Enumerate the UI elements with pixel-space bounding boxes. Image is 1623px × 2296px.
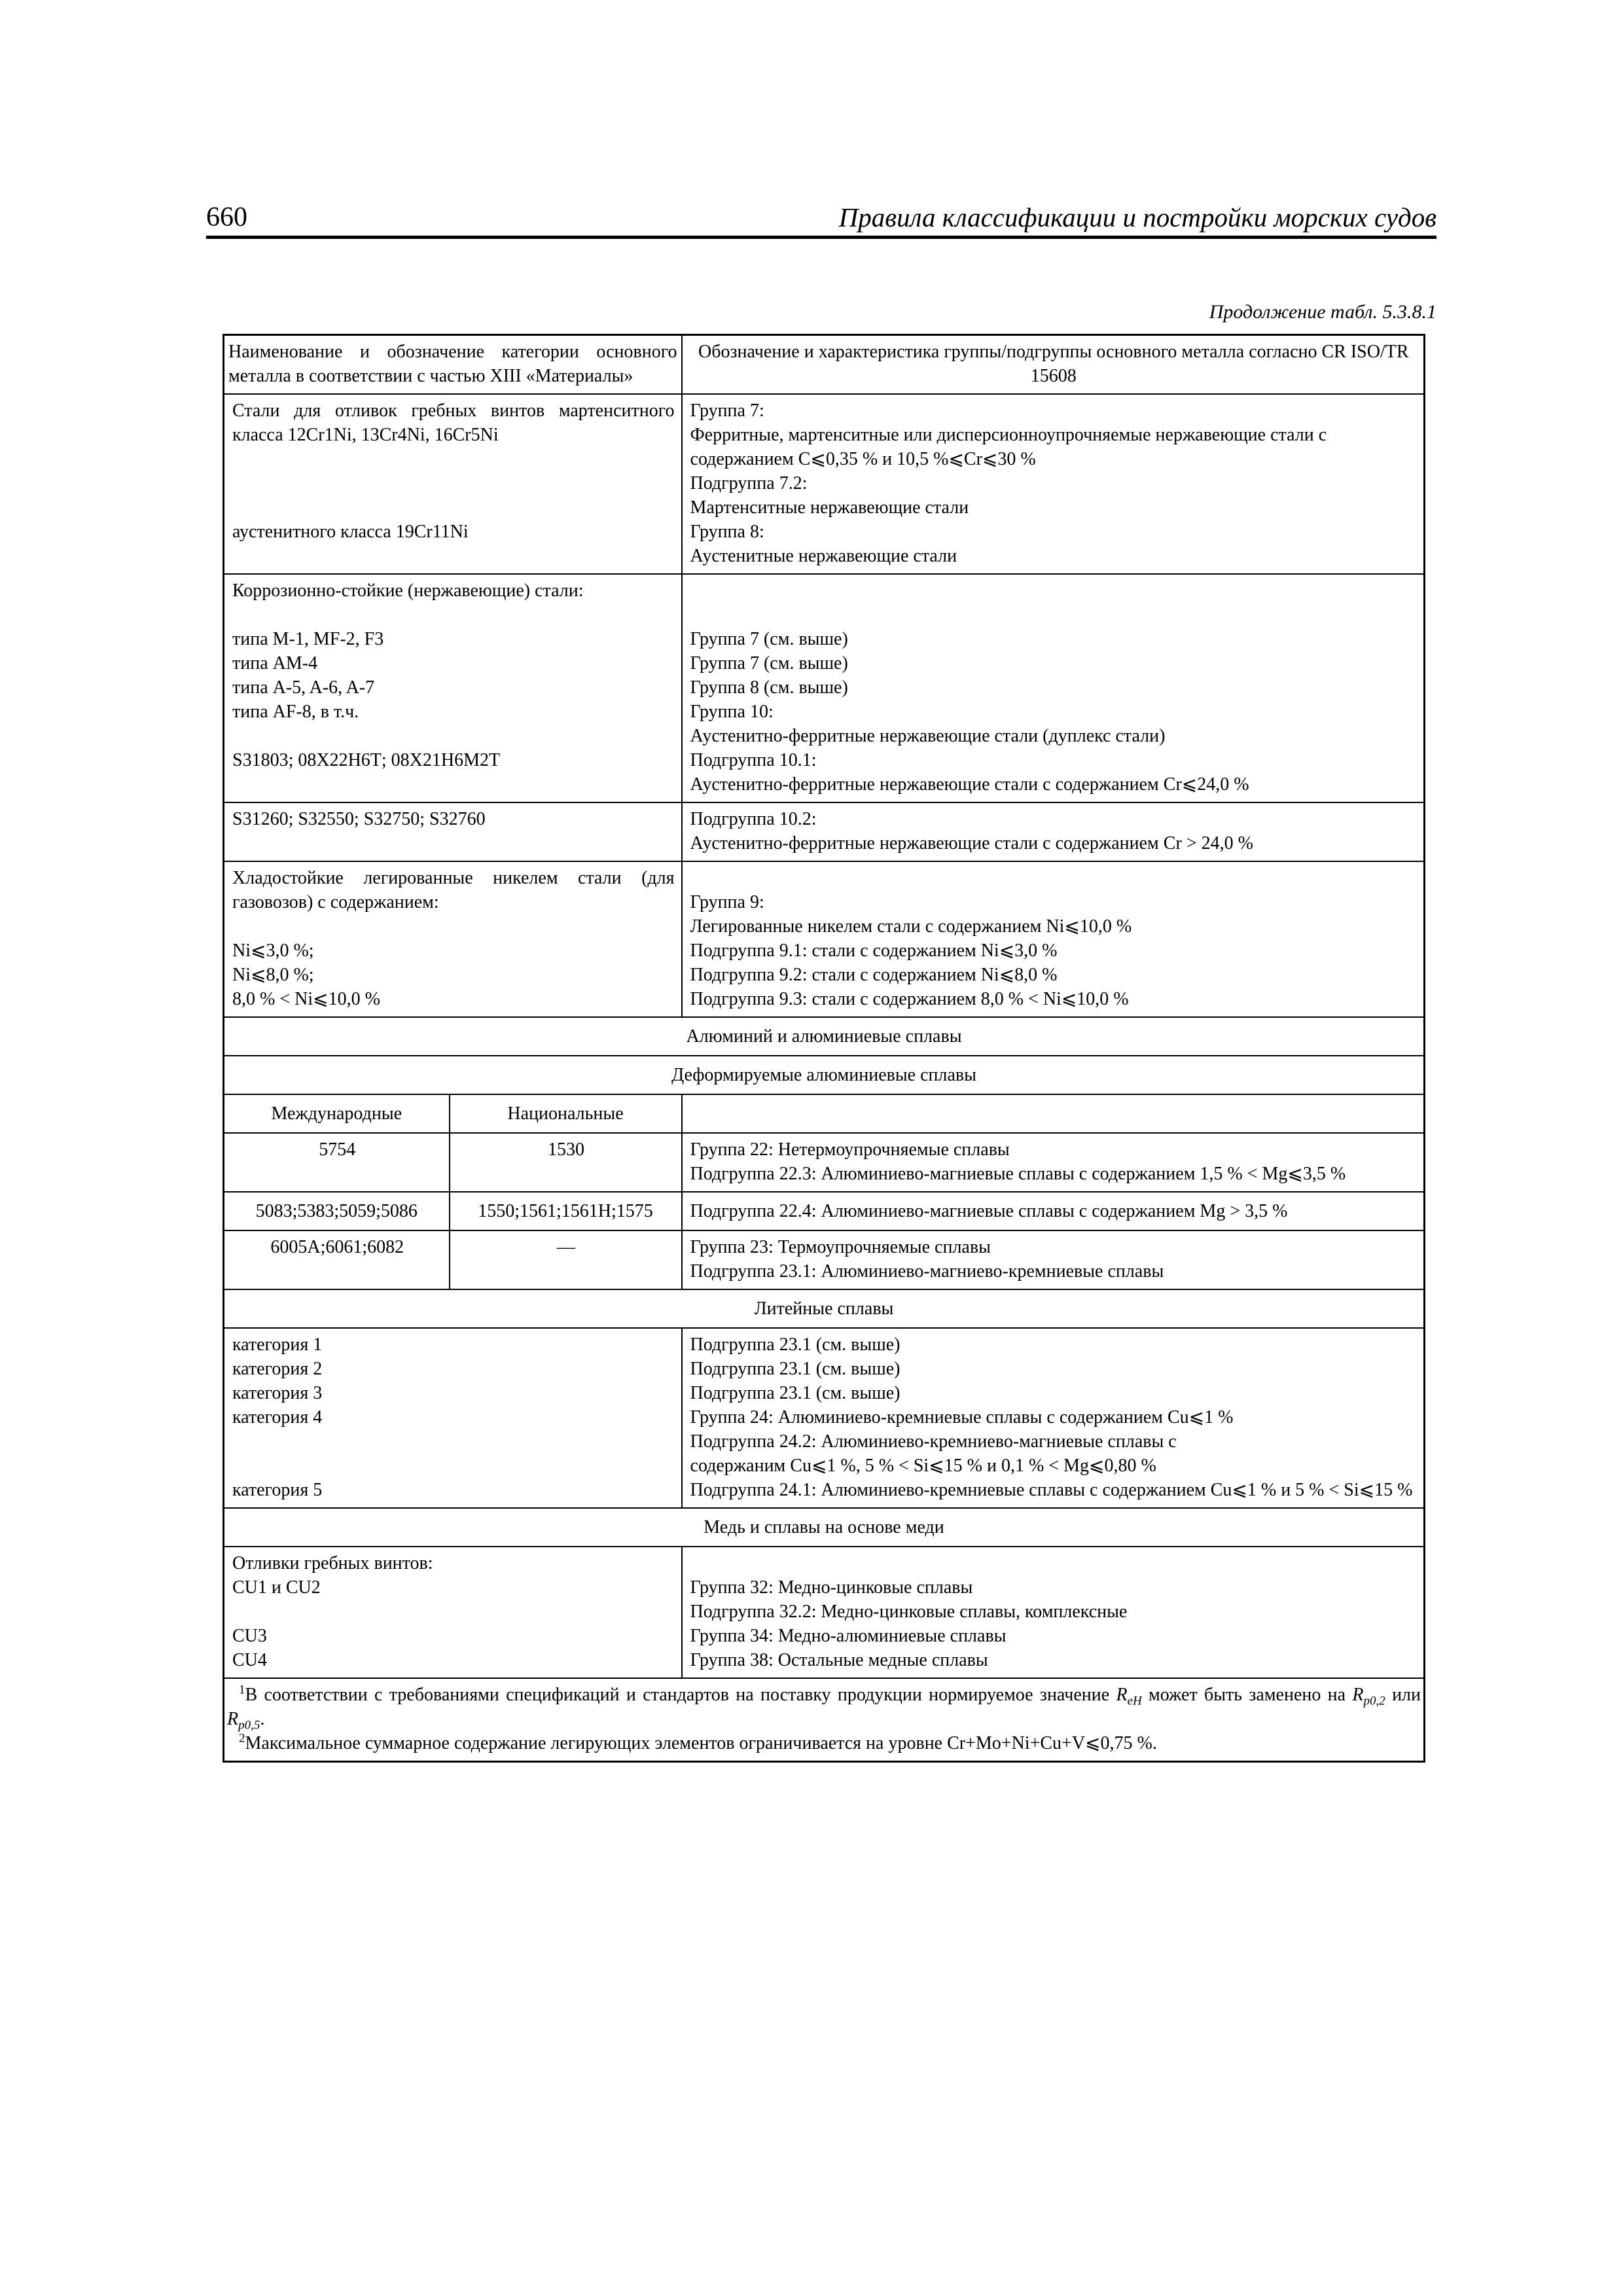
- symbol-subscript: p0,2: [1363, 1694, 1385, 1708]
- footnotes: [224, 1678, 1425, 1762]
- cell-text: Группа 10:: [690, 702, 774, 722]
- table-row: [224, 574, 1425, 802]
- al2-international: 5083;5383;5059;5086: [224, 1192, 450, 1230]
- footnote-text: В соответствии с требованиями спецификаций и стандартов на поставку продукции нормируемое значение: [245, 1685, 1116, 1705]
- al3-right: [682, 1230, 1425, 1289]
- copper-left: [224, 1547, 682, 1678]
- row-steel-castings-left: [224, 394, 682, 574]
- cell-text: Группа 7 (см. выше): [690, 629, 848, 649]
- cell-text: Группа 7:: [690, 401, 764, 421]
- col-national-header: Национальные: [450, 1094, 682, 1133]
- al3-national: —: [450, 1230, 682, 1289]
- cell-text: категория 1: [232, 1335, 323, 1355]
- footnote-text: Максимальное суммарное содержание легирующих элементов ограничивается на уровне Cr+Mo+Ni+Cu+V⩽0,75 %.: [245, 1733, 1157, 1753]
- cell-text: Ni⩽3,0 %;: [232, 941, 314, 961]
- cell-text: категория 3: [232, 1383, 323, 1403]
- table-row: [224, 1547, 1425, 1678]
- cell-text: Группа 23: Термоупрочняемые сплавы: [690, 1237, 991, 1257]
- cell-text: Группа 22: Нетермоупрочняемые сплавы: [690, 1139, 1010, 1160]
- footnote-mark: 2: [239, 1731, 245, 1746]
- cell-text: S31803; 08Х22Н6Т; 08Х21Н6М2Т: [232, 750, 501, 770]
- table-header-row: [224, 335, 1425, 395]
- section-row: [224, 1056, 1425, 1094]
- cell-text: Аустенитно-ферритные нержавеющие стали с содержанием Cr > 24,0 %: [690, 833, 1253, 853]
- cell-text: Группа 8:: [690, 522, 764, 542]
- footnote-1: [227, 1683, 1421, 1731]
- cell-text: S31260; S32550; S32750; S32760: [232, 809, 486, 829]
- cell-text: Группа 34: Медно-алюминиевые сплавы: [690, 1626, 1007, 1646]
- al1-international: 5754: [224, 1133, 450, 1192]
- cell-text: Ni⩽8,0 %;: [232, 965, 314, 985]
- section-aluminium: Алюминий и алюминиевые сплавы: [224, 1017, 1425, 1056]
- section-cast-alloys: Литейные сплавы: [224, 1289, 1425, 1328]
- cell-text: Группа 38: Остальные медные сплавы: [690, 1650, 988, 1670]
- cell-text: Аустенитно-ферритные нержавеющие стали (дуплекс стали): [690, 726, 1166, 746]
- row-stainless-left: [224, 574, 682, 802]
- cell-text: Подгруппа 9.1: стали с содержанием Ni⩽3,0 %: [690, 941, 1058, 961]
- section-row: [224, 1508, 1425, 1547]
- col1-header: Наименование и обозначение категории основного металла в соответствии с частью XIII «Материалы»: [224, 335, 682, 395]
- cell-text: Подгруппа 23.1: Алюминиево-магниево-кремниевые сплавы: [690, 1261, 1164, 1282]
- table-continuation-label: Продолжение табл. 5.3.8.1: [1209, 301, 1436, 323]
- cell-text: Группа 7 (см. выше): [690, 653, 848, 673]
- symbol-subscript: p0,5: [238, 1718, 260, 1732]
- table-row: [224, 1192, 1425, 1230]
- cell-text: Подгруппа 7.2:: [690, 473, 808, 493]
- symbol: R: [227, 1709, 239, 1729]
- row-steel-castings-right: [682, 394, 1425, 574]
- section-row: [224, 1017, 1425, 1056]
- cell-text: Подгруппа 10.1:: [690, 750, 817, 770]
- row-stainless-right: [682, 574, 1425, 802]
- cell-text: Хладостойкие легированные никелем стали (для газовозов) с содержанием:: [232, 868, 675, 912]
- subheader-row: [224, 1094, 1425, 1133]
- cell-text: категория 4: [232, 1407, 323, 1427]
- al2-right: [682, 1192, 1425, 1230]
- footnote-mark: 1: [239, 1683, 245, 1697]
- symbol: R: [1116, 1685, 1128, 1705]
- cell-text: Аустенитно-ферритные нержавеющие стали с содержанием Cr⩽24,0 %: [690, 774, 1249, 795]
- cell-text: Подгруппа 24.1: Алюминиево-кремниевые сплавы с содержанием Cu⩽1 % и 5 % < Si⩽15 %: [690, 1480, 1413, 1500]
- cast-left: [224, 1328, 682, 1508]
- symbol-subscript: eH: [1127, 1694, 1142, 1708]
- table-row: [224, 1133, 1425, 1192]
- cell-text: типа AF-8, в т.ч.: [232, 702, 359, 722]
- table-row: [224, 861, 1425, 1017]
- cell-text: 8,0 % < Ni⩽10,0 %: [232, 989, 380, 1009]
- cell-text: Мартенситные нержавеющие стали: [690, 497, 969, 518]
- footnote-text: или: [1385, 1685, 1421, 1705]
- al2-national: 1550;1561;1561Н;1575: [450, 1192, 682, 1230]
- row-duplex-left: [224, 802, 682, 861]
- footnotes-row: [224, 1678, 1425, 1762]
- cell-text: Подгруппа 23.1 (см. выше): [690, 1359, 901, 1379]
- copper-right: [682, 1547, 1425, 1678]
- footnote-text: .: [260, 1709, 265, 1729]
- cell-text: Подгруппа 9.3: стали с содержанием 8,0 % < Ni⩽10,0 %: [690, 989, 1129, 1009]
- section-copper: Медь и сплавы на основе меди: [224, 1508, 1425, 1547]
- empty-cell: [682, 1094, 1425, 1133]
- cell-text: категория 5: [232, 1480, 323, 1500]
- cell-text: Подгруппа 32.2: Медно-цинковые сплавы, комплексные: [690, 1602, 1128, 1622]
- cell-text: Коррозионно-стойкие (нержавеющие) стали:: [232, 581, 584, 601]
- row-duplex-right: [682, 802, 1425, 861]
- table-row: [224, 1328, 1425, 1508]
- cell-text: типа A-5, A-6, A-7: [232, 677, 375, 698]
- cell-text: аустенитного класса 19Cr11Ni: [232, 522, 469, 542]
- cell-text: Отливки гребных винтов:: [232, 1553, 433, 1573]
- cell-text: Ферритные, мартенситные или дисперсионноупрочняемые нержавеющие стали с содержанием C⩽0,35 % и 10,5 %⩽Cr⩽30 %: [690, 425, 1327, 469]
- cell-text: CU1 и CU2: [232, 1577, 321, 1598]
- al3-international: 6005А;6061;6082: [224, 1230, 450, 1289]
- page-header: [206, 196, 1436, 239]
- footnote-2: [227, 1731, 1421, 1755]
- section-row: [224, 1289, 1425, 1328]
- cell-text: Подгруппа 24.2: Алюминиево-кремниево-магниевые сплавы с: [690, 1431, 1177, 1452]
- cell-text: Подгруппа 23.1 (см. выше): [690, 1383, 901, 1403]
- cell-text: Группа 24: Алюминиево-кремниевые сплавы с содержанием Cu⩽1 %: [690, 1407, 1234, 1427]
- footnote-text: может быть заменено на: [1141, 1685, 1353, 1705]
- section-wrought-aluminium: Деформируемые алюминиевые сплавы: [224, 1056, 1425, 1094]
- al1-national: 1530: [450, 1133, 682, 1192]
- table-row: [224, 1230, 1425, 1289]
- cell-text: Подгруппа 23.1 (см. выше): [690, 1335, 901, 1355]
- cell-text: типа AM-4: [232, 653, 318, 673]
- cell-text: Легированные никелем стали с содержанием Ni⩽10,0 %: [690, 916, 1132, 937]
- col-international-header: Международные: [224, 1094, 450, 1133]
- page-number: 660: [206, 202, 247, 232]
- al1-right: [682, 1133, 1425, 1192]
- col2-header: Обозначение и характеристика группы/подгруппы основного металла согласно CR ISO/TR 15608: [682, 335, 1425, 395]
- cell-text: CU3: [232, 1626, 267, 1646]
- running-title: Правила классификации и постройки морских судов: [838, 202, 1436, 232]
- symbol: R: [1352, 1685, 1364, 1705]
- welding-groups-table: [223, 334, 1425, 1763]
- cell-text: Подгруппа 9.2: стали с содержанием Ni⩽8,0 %: [690, 965, 1058, 985]
- cell-text: Подгруппа 22.4: Алюминиево-магниевые сплавы с содержанием Mg > 3,5 %: [690, 1201, 1288, 1221]
- cell-text: Аустенитные нержавеющие стали: [690, 546, 957, 566]
- cell-text: Подгруппа 22.3: Алюминиево-магниевые сплавы с содержанием 1,5 % < Mg⩽3,5 %: [690, 1164, 1346, 1184]
- cell-text: CU4: [232, 1650, 267, 1670]
- row-nickel-left: [224, 861, 682, 1017]
- cell-text: Стали для отливок гребных винтов мартенситного класса 12Cr1Ni, 13Cr4Ni, 16Cr5Ni: [232, 401, 675, 445]
- cell-text: Группа 8 (см. выше): [690, 677, 848, 698]
- cell-text: типа M-1, MF-2, F3: [232, 629, 384, 649]
- cast-right: [682, 1328, 1425, 1508]
- table-row: [224, 802, 1425, 861]
- table-row: [224, 394, 1425, 574]
- cell-text: содержаним Cu⩽1 %, 5 % < Si⩽15 % и 0,1 % < Mg⩽0,80 %: [690, 1456, 1156, 1476]
- row-nickel-right: [682, 861, 1425, 1017]
- cell-text: Группа 9:: [690, 892, 764, 912]
- cell-text: Подгруппа 10.2:: [690, 809, 817, 829]
- cell-text: Группа 32: Медно-цинковые сплавы: [690, 1577, 973, 1598]
- cell-text: категория 2: [232, 1359, 323, 1379]
